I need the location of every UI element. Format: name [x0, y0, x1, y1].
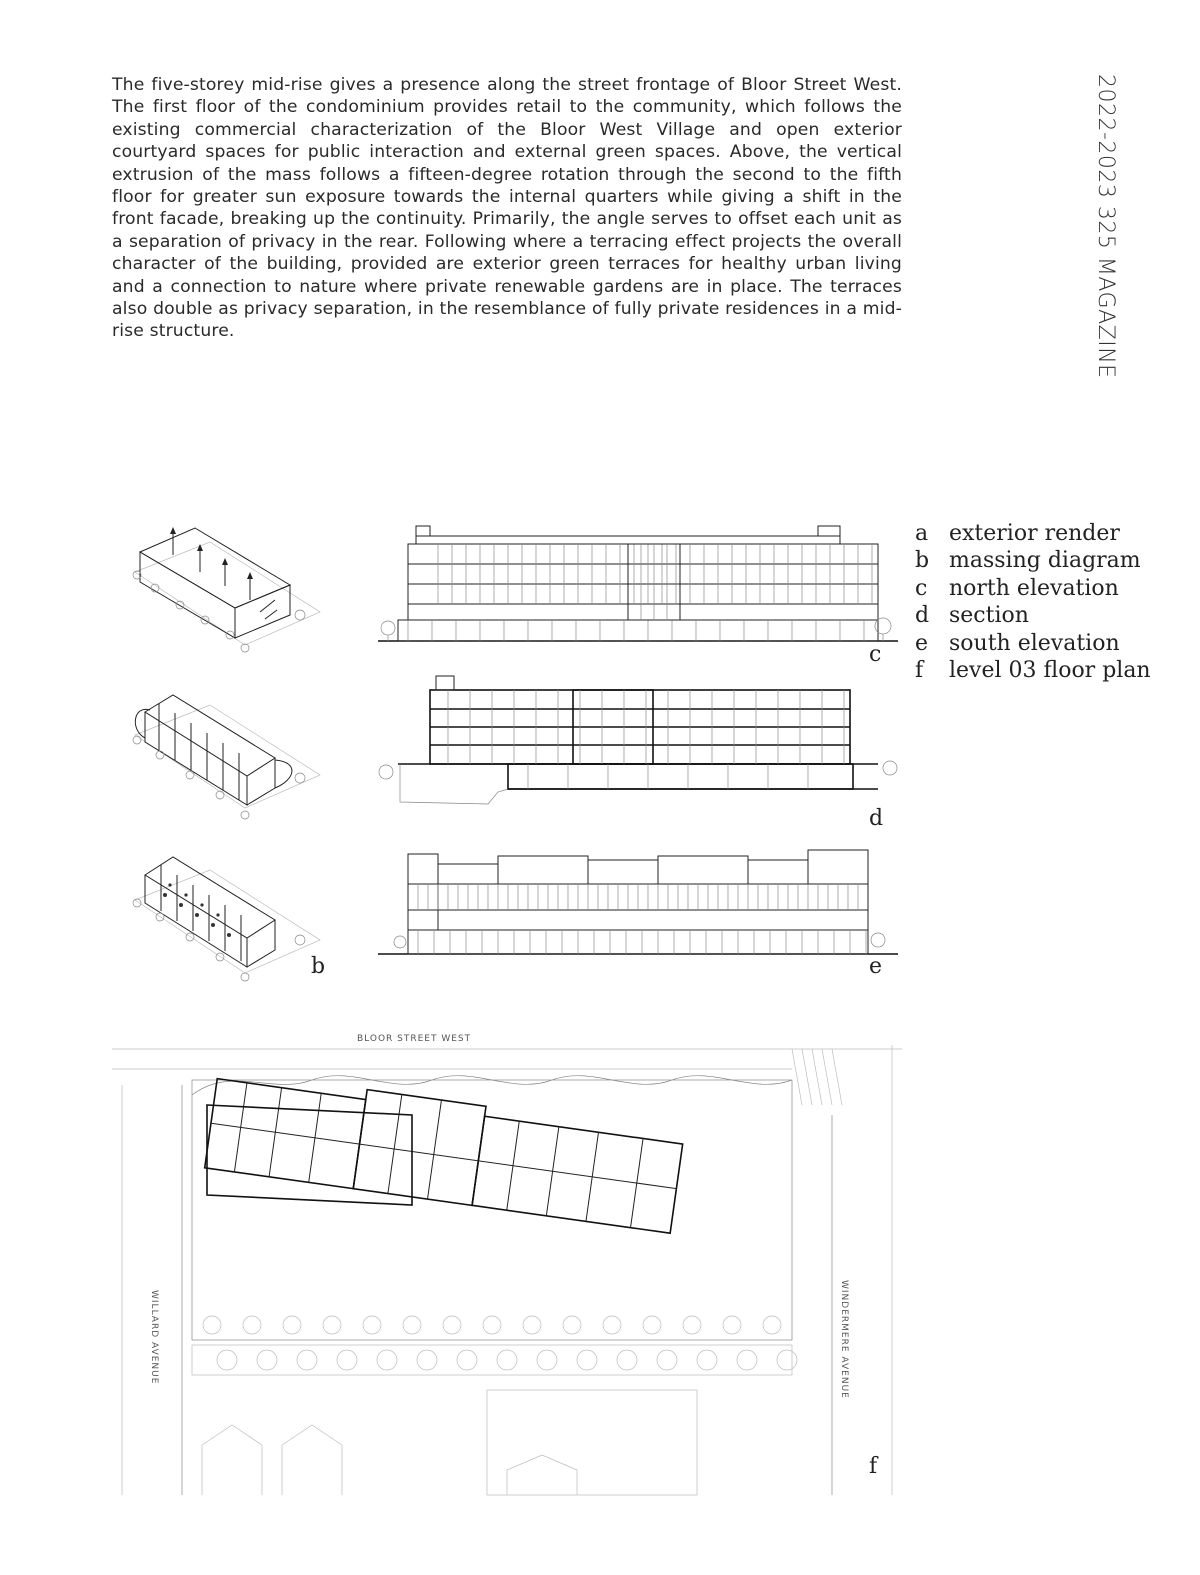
legend-item — [915, 547, 1155, 574]
north-elevation-drawing — [378, 522, 898, 644]
legend-letter: d — [915, 603, 930, 629]
figure-letter-f: f — [869, 1454, 878, 1479]
massing-diagram-3 — [125, 845, 325, 995]
massing-diagram-2 — [125, 680, 325, 830]
body-paragraph: The five-storey mid-rise gives a presence along the street frontage of Bloor Street West. The first floor of the condominium provides retail to the community, which follows the existing commercial characterization of the Bloor West Village and open exterior courtyard spaces for public interaction and external green spaces. Above, the vertical extrusion of the mass follows a fifteen-degree rotation through the second to the fifth floor for greater sun exposure towards the internal quarters while giving a shift in the front facade, breaking up the continuity. Primarily, the angle serves to offset each unit as a separation of privacy in the rear. Following where a terracing effect projects the overall character of the building, provided are exterior green terraces for healthy urban living and a connection to nature where private renewable gardens are in place. The terraces also double as privacy separation, in the resemblance of fully private residences in a mid-rise structure. — [112, 75, 902, 342]
figure-letter-b: b — [311, 954, 326, 979]
magazine-spine-title: 2022-2023 325 MAGAZINE — [1093, 74, 1118, 379]
legend-desc: south elevation — [949, 630, 1120, 656]
section-drawing — [378, 672, 898, 812]
legend-item — [915, 602, 1155, 629]
legend-letter: c — [915, 575, 928, 601]
legend-item — [915, 520, 1155, 547]
legend-desc: level 03 floor plan — [949, 658, 1151, 684]
legend-desc: massing diagram — [949, 548, 1141, 574]
level-03-floor-plan — [112, 1025, 902, 1495]
legend-desc: north elevation — [949, 575, 1119, 601]
legend-item — [915, 657, 1155, 684]
massing-diagram-1 — [125, 520, 325, 670]
street-label-willard: WILLARD AVENUE — [149, 1290, 159, 1385]
figure-letter-c: c — [869, 642, 882, 667]
figure-letter-e: e — [869, 954, 883, 979]
legend-letter: e — [915, 630, 929, 656]
figure-letter-d: d — [869, 806, 884, 831]
legend-letter: b — [915, 548, 930, 574]
legend-desc: section — [949, 603, 1029, 629]
legend-desc: exterior render — [949, 521, 1120, 546]
legend-letter: a — [915, 521, 929, 546]
legend-letter: f — [915, 658, 924, 684]
south-elevation-drawing — [378, 838, 898, 958]
legend-item — [915, 630, 1155, 657]
figure-legend — [915, 520, 1155, 684]
legend-item — [915, 575, 1155, 602]
street-label-windermere: WINDERMERE AVENUE — [839, 1280, 849, 1399]
street-label-bloor: BLOOR STREET WEST — [357, 1034, 472, 1044]
